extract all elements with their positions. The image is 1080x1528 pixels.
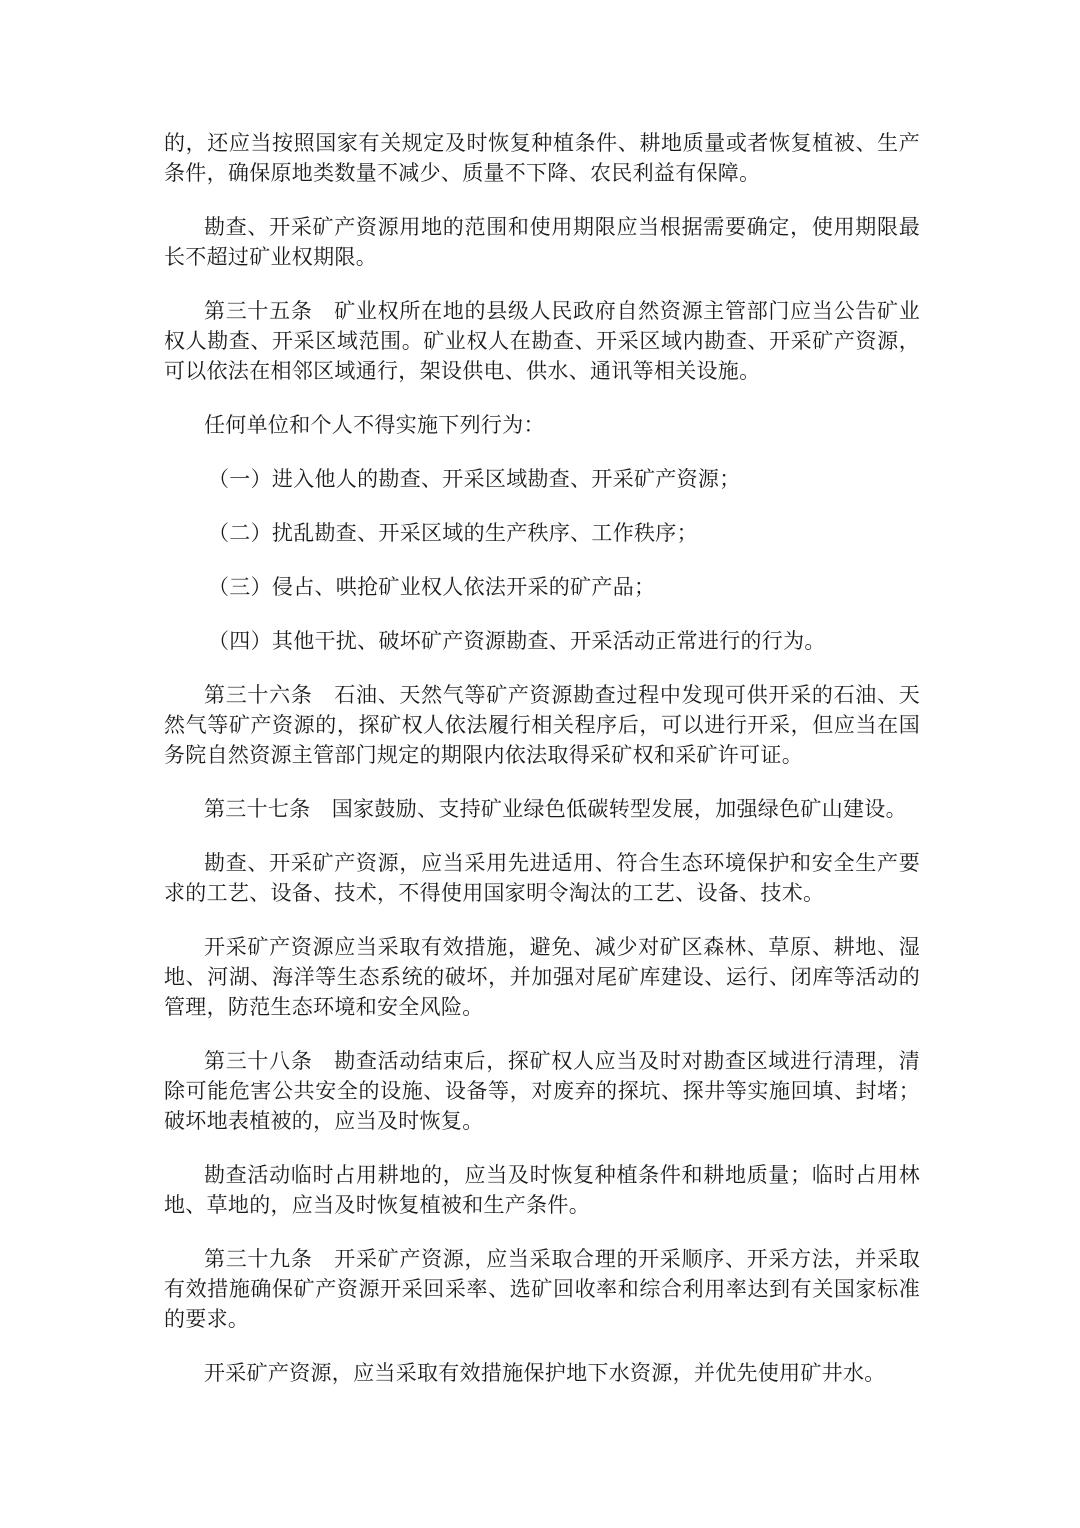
paragraph-article-35: 第三十五条 矿业权所在地的县级人民政府自然资源主管部门应当公告矿业权人勘查、开采区域范围。矿业权人在勘查、开采区域内勘查、开采矿产资源，可以依法在相邻区域通行，架设供电、供水、通讯等相关设施。 (164, 299, 920, 383)
paragraph-article-37: 第三十七条 国家鼓励、支持矿业绿色低碳转型发展，加强绿色矿山建设。 (204, 797, 907, 821)
document-body (164, 128, 920, 1412)
paragraph-article-38: 第三十八条 勘查活动结束后，探矿权人应当及时对勘查区域进行清理，清除可能危害公共安全的设施、设备等，对废弃的探坑、探井等实施回填、封堵；破坏地表植被的，应当及时恢复。 (164, 1049, 920, 1133)
list-item-4: （四）其他干扰、破坏矿产资源勘查、开采活动正常进行的行为。 (208, 629, 826, 653)
paragraph-continued: 的，还应当按照国家有关规定及时恢复种植条件、耕地质量或者恢复植被、生产条件，确保原地类数量不减少、质量不下降、农民利益有保障。 (164, 131, 920, 185)
paragraph-groundwater-protection: 开采矿产资源，应当采取有效措施保护地下水资源，并优先使用矿井水。 (204, 1361, 886, 1385)
list-item-2: （二）扰乱勘查、开采区域的生产秩序、工作秩序； (208, 521, 698, 545)
paragraph-temporary-land-restoration: 勘查活动临时占用耕地的，应当及时恢复种植条件和耕地质量；临时占用林地、草地的，应当及时恢复植被和生产条件。 (164, 1163, 920, 1217)
paragraph-ecosystem-protection: 开采矿产资源应当采取有效措施，避免、减少对矿区森林、草原、耕地、湿地、河湖、海洋等生态系统的破坏，并加强对尾矿库建设、运行、闭库等活动的管理，防范生态环境和安全风险。 (164, 935, 920, 1019)
list-item-1: （一）进入他人的勘查、开采区域勘查、开采矿产资源； (208, 467, 741, 491)
list-item-3: （三）侵占、哄抢矿业权人依法开采的矿产品； (208, 575, 656, 599)
paragraph-article-39: 第三十九条 开采矿产资源，应当采取合理的开采顺序、开采方法，并采取有效措施确保矿产资源开采回采率、选矿回收率和综合利用率达到有关国家标准的要求。 (164, 1247, 920, 1331)
paragraph-land-use-period: 勘查、开采矿产资源用地的范围和使用期限应当根据需要确定，使用期限最长不超过矿业权期限。 (164, 215, 920, 269)
paragraph-article-36: 第三十六条 石油、天然气等矿产资源勘查过程中发现可供开采的石油、天然气等矿产资源的，探矿权人依法履行相关程序后，可以进行开采，但应当在国务院自然资源主管部门规定的期限内依法取得采矿权和采矿许可证。 (164, 683, 920, 767)
paragraph-technology-requirements: 勘查、开采矿产资源，应当采用先进适用、符合生态环境保护和安全生产要求的工艺、设备、技术，不得使用国家明令淘汰的工艺、设备、技术。 (164, 851, 920, 905)
paragraph-prohibited-acts-intro: 任何单位和个人不得实施下列行为： (204, 413, 545, 437)
